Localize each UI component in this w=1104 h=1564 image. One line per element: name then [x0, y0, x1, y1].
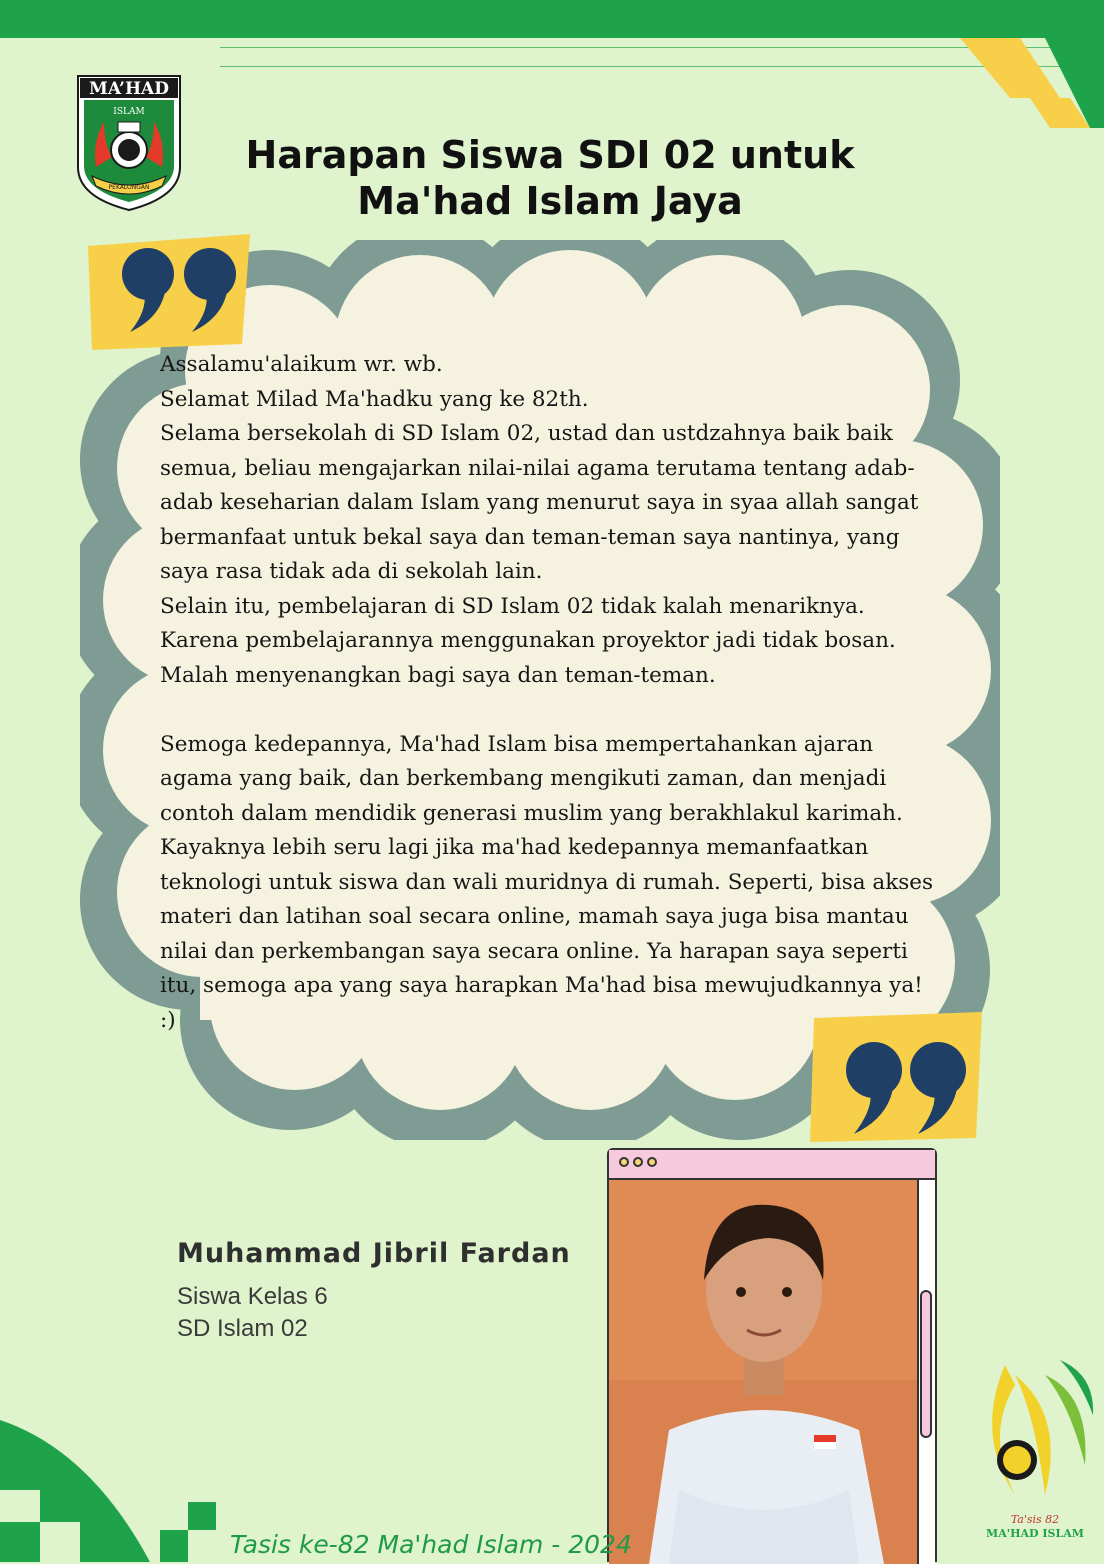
window-title-bar: [609, 1150, 935, 1180]
window-dot-icon: [633, 1157, 643, 1167]
mahad-islam-logo: [74, 72, 184, 212]
emblem-line-1: Ta'sis 82: [1010, 1513, 1060, 1526]
scrollbar-thumb[interactable]: [920, 1290, 932, 1438]
top-green-bar: [0, 0, 1104, 38]
author-school: SD Islam 02: [177, 1315, 308, 1342]
title-line-1: Harapan Siswa SDI 02 untuk: [245, 133, 855, 177]
photo-window: [607, 1148, 937, 1562]
author-name: Muhammad Jibril Fardan: [177, 1238, 571, 1269]
corner-stripes-decoration: [950, 38, 1104, 128]
footer-text: Tasis ke-82 Ma'had Islam - 2024: [230, 1530, 632, 1559]
close-quote-icon: [808, 1010, 984, 1144]
logo-arc-text: ISLAM: [113, 107, 145, 117]
logo-ribbon-text: PEKALONGAN: [108, 184, 150, 191]
student-photo: [609, 1180, 919, 1564]
author-role: Siswa Kelas 6: [177, 1283, 328, 1310]
window-controls: [619, 1157, 657, 1167]
window-dot-icon: [647, 1157, 657, 1167]
page-title: [200, 132, 900, 224]
letter-body: Assalamu'alaikum wr. wb. Selamat Milad Ma'hadku yang ke 82th. Selama bersekolah di SD Islam 02, ustad dan ustdzahnya baik baik semua, beliau mengajarkan nilai-nilai agama terutama tentang adab-adab keseharian dalam Islam yang menurut saya in syaa allah sangat bermanfaat untuk bekal saya dan teman-teman saya nantinya, yang saya rasa tidak ada di sekolah lain. Selain itu, pembelajaran di SD Islam 02 tidak kalah menariknya. Karena pembelajarannya menggunakan proyektor jadi tidak bosan. Malah menyenangkan bagi saya dan teman-teman. Semoga kedepannya, Ma'had Islam bisa mempertahankan ajaran agama yang baik, dan berkembang mengikuti zaman, dan menjadi contoh dalam mendidik generasi muslim yang berakhlakul karimah. Kayaknya lebih seru lagi jika ma'had kedepannya memanfaatkan teknologi untuk siswa dan wali muridnya di rumah. Seperti, bisa akses materi dan latihan soal secara online, mamah saya juga bisa mantau nilai dan perkembangan saya secara online. Ya harapan saya seperti itu, semoga apa yang saya harapkan Ma'had bisa mewujudkannya ya! :): [160, 352, 934, 1033]
scrollbar[interactable]: [917, 1180, 935, 1564]
tasis-82-emblem: [975, 1355, 1095, 1555]
logo-top-text: MA’HAD: [89, 79, 169, 99]
emblem-line-2: MA'HAD ISLAM: [986, 1527, 1084, 1540]
corner-checker-decoration: [0, 1420, 230, 1562]
open-quote-icon: [86, 232, 254, 352]
window-dot-icon: [619, 1157, 629, 1167]
title-line-2: Ma'had Islam Jaya: [357, 179, 743, 223]
